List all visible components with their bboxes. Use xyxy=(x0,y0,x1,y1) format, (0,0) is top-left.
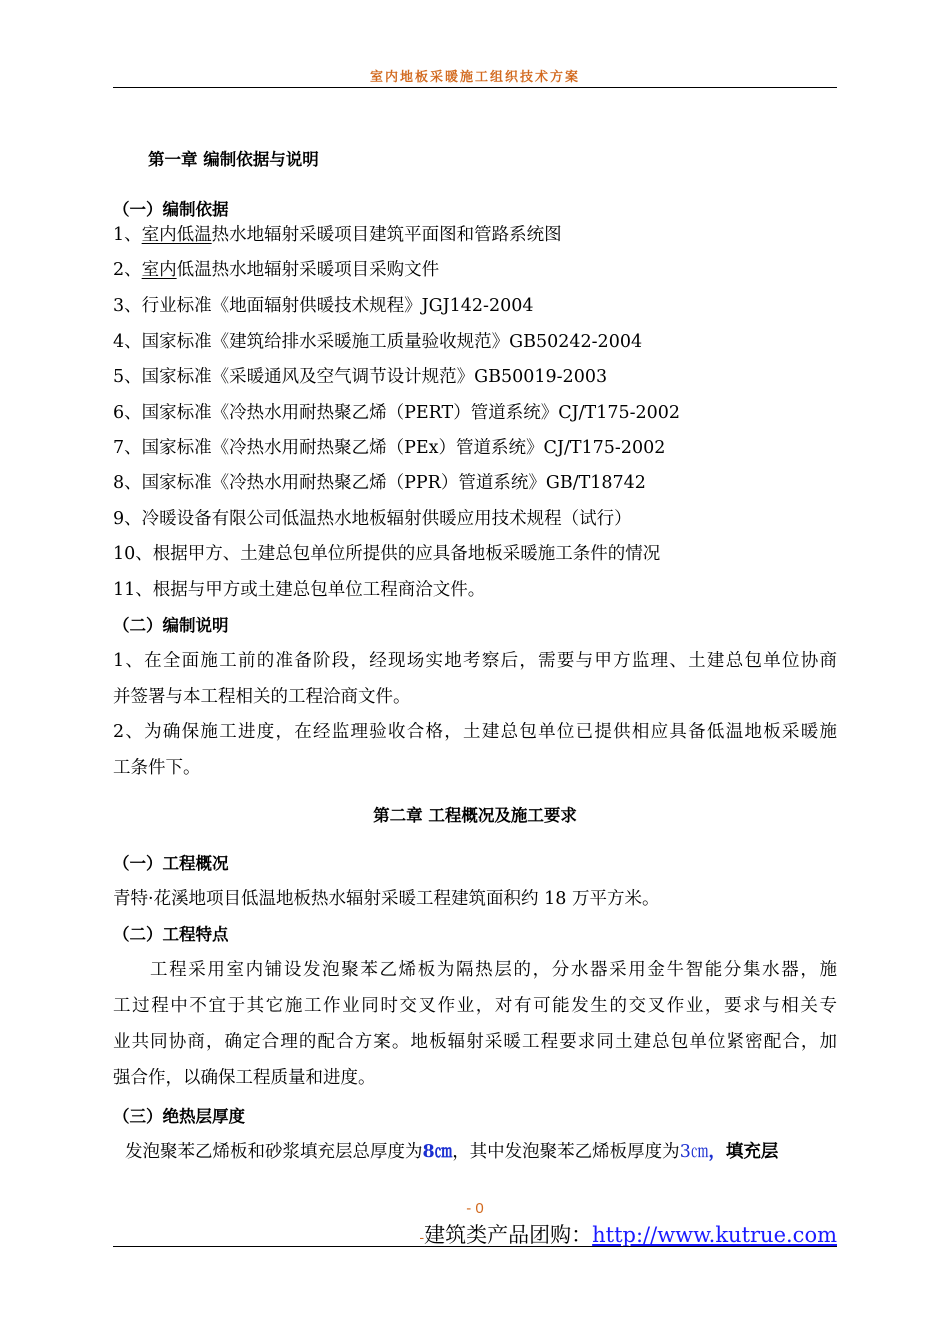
section-overview-title: （一）工程概况 xyxy=(113,854,229,873)
footer-link[interactable]: http://www.kutrue.com xyxy=(592,1223,837,1247)
header-rule xyxy=(113,87,837,88)
section-thickness-title: （三）绝热层厚度 xyxy=(113,1107,245,1126)
chapter2-title: 第二章 工程概况及施工要求 xyxy=(373,806,577,825)
footer-rule xyxy=(113,1246,837,1247)
basis-item-6: 6、国家标准《冷热水用耐热聚乙烯（PERT）管道系统》CJ/T175-2002 xyxy=(113,403,681,423)
note-1-line-2: 并签署与本工程相关的工程洽商文件。 xyxy=(113,687,411,707)
underlined-text: 室内低温 xyxy=(141,225,212,245)
basis-item-7: 7、国家标准《冷热水用耐热聚乙烯（PEx）管道系统》CJ/T175-2002 xyxy=(113,438,666,458)
header-title: 室内地板采暖施工组织技术方案 xyxy=(369,70,580,85)
total-thickness-value: 8㎝ xyxy=(422,1142,453,1162)
features-line-2: 工过程中不宜于其它施工作业同时交叉作业，对有可能发生的交叉作业，要求与相关专 xyxy=(113,996,837,1016)
section-features-title: （二）工程特点 xyxy=(113,925,229,944)
basis-item-11: 11、根据与甲方或土建总包单位工程商洽文件。 xyxy=(113,580,486,600)
section-notes-title: （二）编制说明 xyxy=(113,616,229,635)
features-line-4: 强合作，以确保工程质量和进度。 xyxy=(113,1068,376,1088)
features-line-3: 业共同协商，确定合理的配合方案。地板辐射采暖工程要求同土建总包单位紧密配合，加 xyxy=(113,1032,837,1052)
note-1-line-1: 1、在全面施工前的准备阶段，经现场实地考察后，需要与甲方监理、土建总包单位协商 xyxy=(113,651,837,671)
basis-item-4: 4、国家标准《建筑给排水采暖施工质量验收规范》GB50242-2004 xyxy=(113,332,643,352)
basis-item-9: 9、冷暖设备有限公司低温热水地板辐射供暖应用技术规程（试行） xyxy=(113,509,632,529)
overview-text: 青特·花溪地项目低温地板热水辐射采暖工程建筑面积约 18 万平方米。 xyxy=(113,889,660,909)
footer-label: 建筑类产品团购： xyxy=(424,1223,593,1247)
board-thickness-value: 3㎝ xyxy=(679,1142,709,1162)
features-line-1: 工程采用室内铺设发泡聚苯乙烯板为隔热层的，分水器采用金牛智能分集水器，施 xyxy=(150,960,837,980)
page-number: - 0 xyxy=(466,1200,484,1217)
section-basis-title: （一）编制依据 xyxy=(113,200,229,219)
underlined-text: 室内 xyxy=(141,260,177,280)
basis-item-3: 3、行业标准《地面辐射供暖技术规程》JGJ142-2004 xyxy=(113,296,534,316)
basis-item-8: 8、国家标准《冷热水用耐热聚乙烯（PPR）管道系统》GB/T18742 xyxy=(113,473,646,493)
basis-item-5: 5、国家标准《采暖通风及空气调节设计规范》GB50019-2003 xyxy=(113,367,608,387)
basis-item-2: 2、室内低温热水地辐射采暖项目采购文件 xyxy=(113,260,440,280)
basis-item-10: 10、根据甲方、土建总包单位所提供的应具备地板采暖施工条件的情况 xyxy=(113,544,661,564)
chapter1-title: 第一章 编制依据与说明 xyxy=(148,150,319,169)
thickness-text: 发泡聚苯乙烯板和砂浆填充层总厚度为8㎝，其中发泡聚苯乙烯板厚度为3㎝，填充层 xyxy=(125,1142,779,1162)
note-2-line-1: 2、为确保施工进度，在经监理验收合格，土建总包单位已提供相应具备低温地板采暖施 xyxy=(113,722,837,742)
footer: -建筑类产品团购：http://www.kutrue.com xyxy=(419,1223,837,1247)
basis-item-1: 1、室内低温热水地辐射采暖项目建筑平面图和管路系统图 xyxy=(113,225,562,245)
note-2-line-2: 工条件下。 xyxy=(113,758,201,778)
